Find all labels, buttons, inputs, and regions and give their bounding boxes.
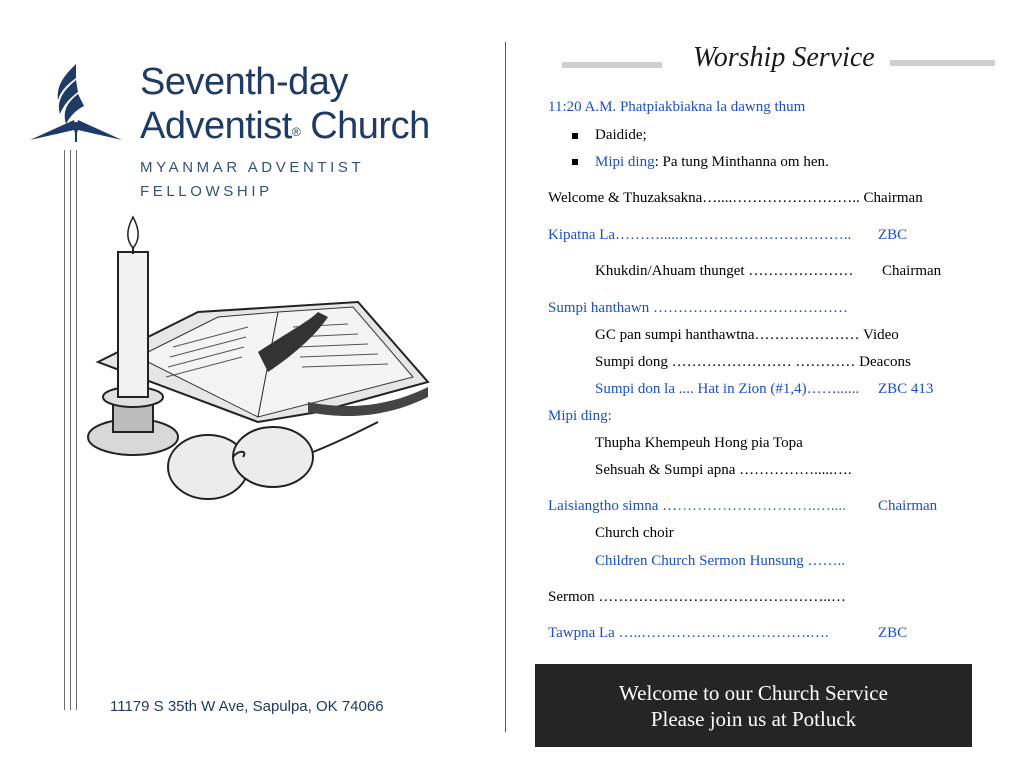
welcome-banner: [535, 664, 972, 747]
banner-line2: Please join us at Potluck: [650, 707, 857, 731]
program-line: Church choir: [595, 525, 674, 541]
program-leader: ZBC: [878, 227, 908, 243]
program-line: Children Church Sermon Hunsung ……..: [595, 553, 845, 569]
program-line: Sermon ………………………………………..…: [548, 589, 846, 605]
title-rule-right: [890, 60, 995, 66]
program-line: Kipatna La……….....……………………………..: [548, 227, 852, 243]
program-line: Thupha Khempeuh Hong pia Topa: [595, 435, 803, 451]
bullet-icon: [572, 133, 578, 139]
panel-divider: [505, 42, 506, 732]
program-line: Welcome & Thuzaksakna…....…………………….. Chairman: [548, 190, 923, 206]
program-line: Sumpi don la .... Hat in Zion (#1,4)……......: [595, 381, 860, 397]
fellowship-name-line2: FELLOWSHIP: [140, 183, 273, 200]
bullet-icon: [572, 159, 578, 165]
program-line: Daidide;: [595, 127, 647, 143]
decorative-rule: [64, 150, 65, 710]
decorative-rule: [70, 150, 71, 710]
program-line: Mipi ding: Pa tung Minthanna om hen.: [595, 154, 829, 170]
program-line: Khukdin/Ahuam thunget …………………: [595, 263, 854, 279]
fellowship-name-line1: MYANMAR ADVENTIST: [140, 159, 365, 176]
candle-bible-illustration: [78, 212, 448, 517]
program-leader: Chairman: [882, 263, 942, 279]
title-rule-left: [562, 62, 662, 68]
brand-name-line2: Adventist® Church: [140, 105, 430, 147]
program-line: Laisiangtho simna ………………………….…....: [548, 498, 846, 514]
service-time-line: 11:20 A.M. Phatpiakbiakna la dawng thum: [548, 99, 806, 115]
program-line: Sehsuah & Sumpi apna …………….....….: [595, 462, 852, 478]
decorative-rule: [76, 150, 77, 710]
program-leader: Chairman: [878, 498, 938, 514]
worship-service-title: Worship Service: [693, 42, 875, 73]
program-line: Sumpi dong …………………… ………… Deacons: [595, 354, 911, 370]
program-line: Mipi ding:: [548, 408, 612, 424]
program-leader: ZBC 413: [878, 381, 934, 397]
program-line: Tawpna La …..…………………………….….: [548, 625, 829, 641]
church-address: 11179 S 35th W Ave, Sapulpa, OK 74066: [110, 698, 384, 715]
brand-name-line1: Seventh-day: [140, 61, 348, 103]
program-leader: ZBC: [878, 625, 908, 641]
program-line: GC pan sumpi hanthawtna………………… Video: [595, 327, 899, 343]
program-line: Sumpi hanthawn …………………………………: [548, 300, 848, 316]
sda-logo-icon: [26, 60, 126, 150]
banner-line1: Welcome to our Church Service: [619, 681, 888, 705]
